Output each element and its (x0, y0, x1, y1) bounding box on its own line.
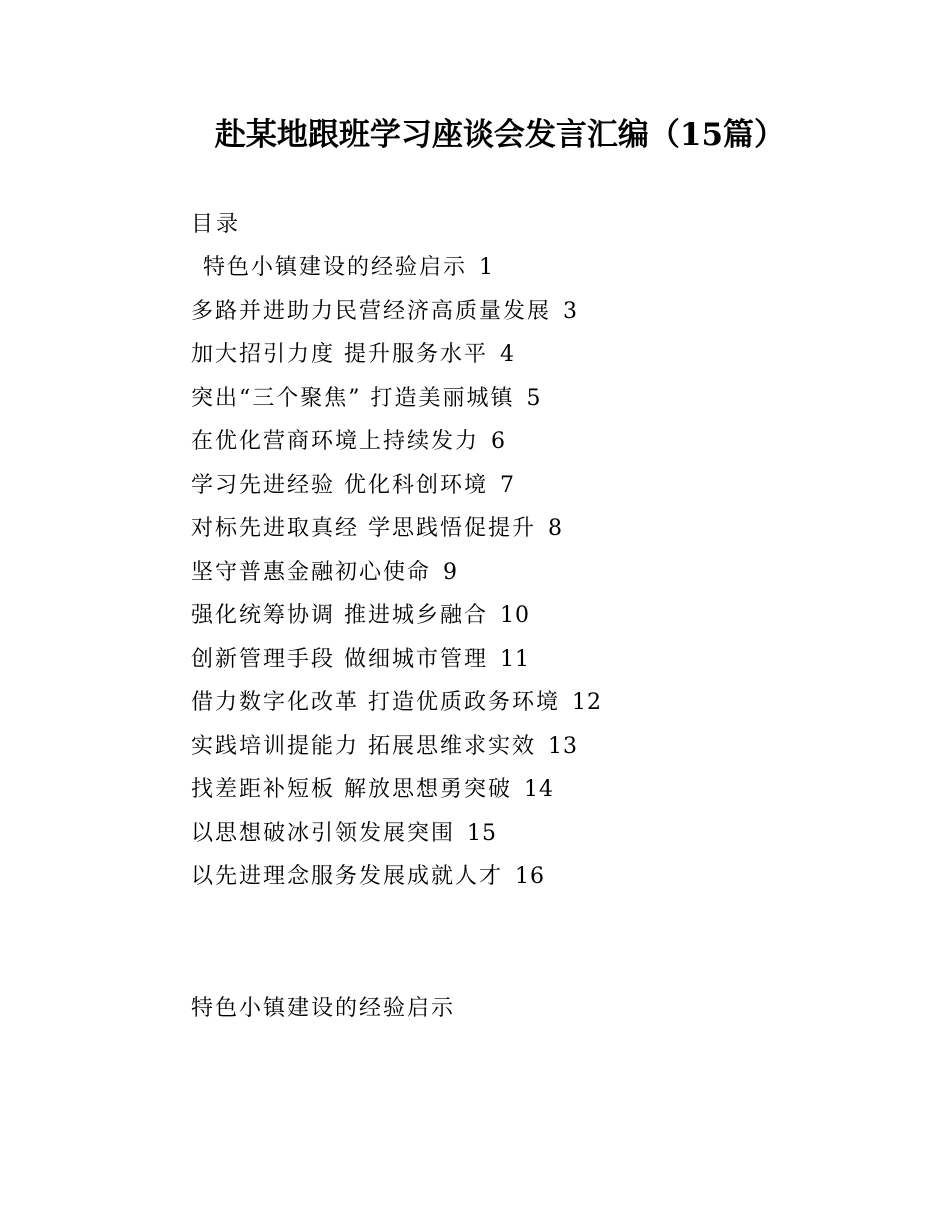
toc-item[interactable] (191, 425, 602, 469)
toc-item-title: 借力数字化改革 打造优质政务环境 (191, 690, 560, 715)
toc-item[interactable] (191, 860, 602, 904)
section-heading: 特色小镇建设的经验启示 (191, 996, 456, 1021)
toc-item-title: 多路并进助力民营经济高质量发展 (191, 298, 552, 324)
toc-item-title: 特色小镇建设的经验启示 (203, 255, 468, 280)
toc-heading: 目录 (191, 212, 242, 237)
toc-item-page-number: 12 (572, 690, 602, 715)
toc-item-page-number: 16 (515, 864, 546, 889)
toc-item-title: 突出“三个聚焦” 打造美丽城镇 (191, 385, 515, 411)
toc-item-title: 以先进理念服务发展成就人才 (191, 864, 504, 889)
toc-item[interactable] (191, 686, 602, 730)
toc-item-title: 学习先进经验 优化科创环境 (191, 472, 488, 498)
toc-item-title: 强化统筹协调 推进城乡融合 (191, 603, 488, 628)
toc-item-title: 对标先进取真经 学思践悟促提升 (191, 516, 536, 541)
toc-item-title: 以思想破冰引领发展突围 (191, 820, 456, 846)
toc-item[interactable] (191, 730, 602, 774)
toc-item[interactable] (191, 599, 602, 643)
toc-item-page-number: 7 (500, 472, 515, 498)
toc-item-page-number: 11 (500, 646, 530, 672)
toc-item-page-number: 4 (500, 342, 515, 367)
toc-item-title: 找差距补短板 解放思想勇突破 (191, 777, 512, 802)
toc-item-page-number: 5 (526, 385, 542, 411)
toc-item[interactable] (191, 773, 602, 817)
toc-item-page-number: 6 (491, 429, 507, 454)
toc-item[interactable] (191, 556, 602, 600)
toc-item-title: 加大招引力度 提升服务水平 (191, 342, 488, 367)
toc-item-title: 创新管理手段 做细城市管理 (191, 646, 488, 672)
toc-item-page-number: 8 (548, 516, 563, 541)
toc-item-page-number: 14 (524, 777, 554, 802)
toc-item-title: 在优化营商环境上持续发力 (191, 429, 480, 454)
toc-item-title: 实践培训提能力 拓展思维求实效 (191, 733, 536, 759)
toc-item-page-number: 13 (548, 733, 578, 759)
toc-item[interactable] (191, 643, 602, 687)
toc-item-page-number: 15 (467, 820, 498, 846)
toc-item-page-number: 1 (479, 255, 495, 280)
toc-item[interactable] (191, 338, 602, 382)
toc-item[interactable] (191, 817, 602, 861)
document-title: 赴某地跟班学习座谈会发言汇编（15篇） (214, 117, 786, 153)
toc-item-page-number: 3 (563, 298, 579, 324)
toc-item[interactable] (191, 295, 602, 339)
toc-item[interactable] (191, 512, 602, 556)
table-of-contents (191, 251, 602, 904)
toc-item-page-number: 9 (443, 559, 459, 585)
toc-item[interactable] (191, 251, 602, 295)
toc-item[interactable] (191, 382, 602, 426)
toc-item[interactable] (191, 469, 602, 513)
toc-item-page-number: 10 (500, 603, 530, 628)
toc-item-title: 坚守普惠金融初心使命 (191, 559, 432, 585)
